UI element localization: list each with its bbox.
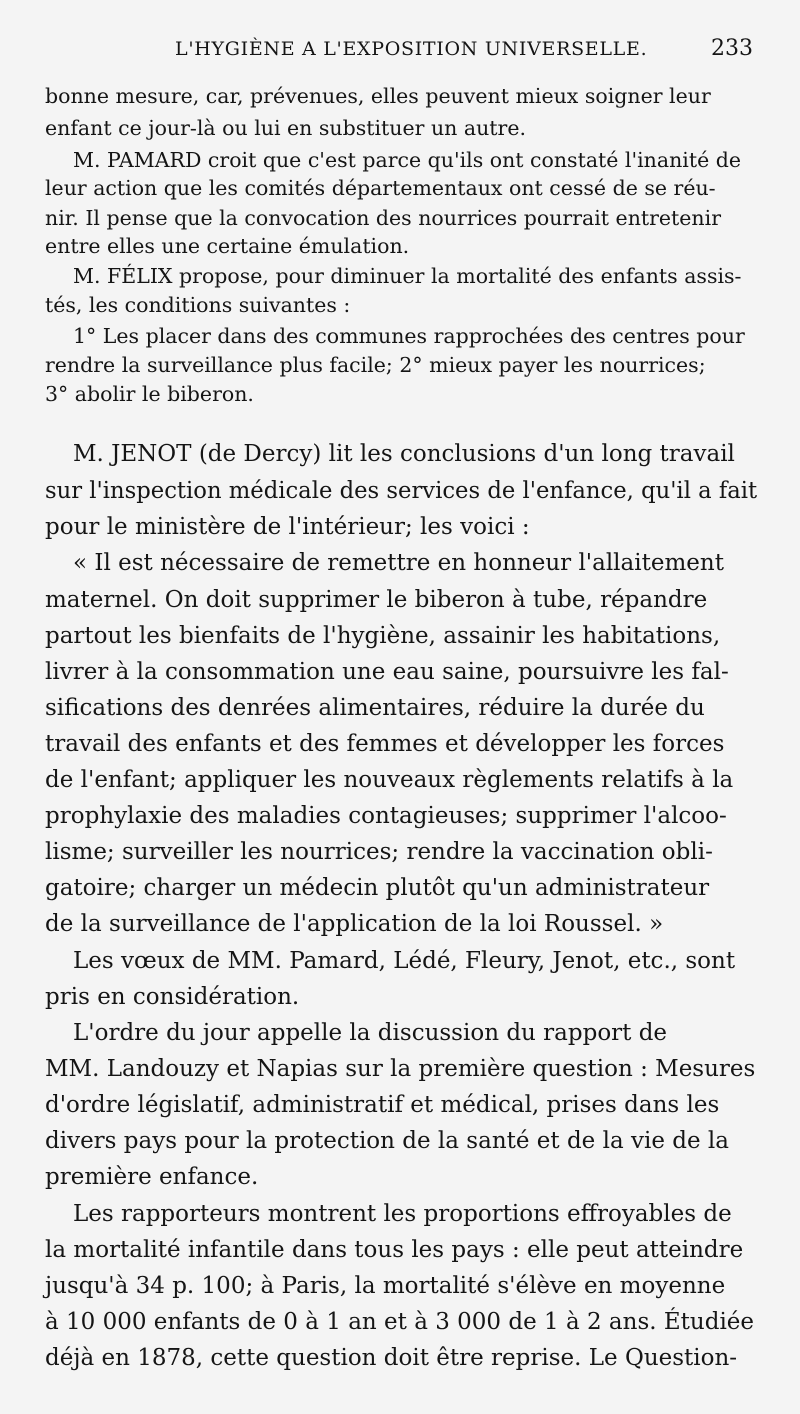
text-line: MM. Landouzy et Napias sur la première question : Mesures: [45, 1056, 756, 1082]
text-line: M. PAMARD croit que c'est parce qu'ils ont constaté l'inanité de: [73, 148, 742, 172]
page-number: 233: [711, 36, 753, 61]
text-line: lisme; surveiller les nourrices; rendre la vaccination obli-: [45, 839, 713, 865]
running-title: L'HYGIÈNE A L'EXPOSITION UNIVERSELLE.: [175, 38, 648, 60]
text-line: divers pays pour la protection de la santé et de la vie de la: [45, 1128, 729, 1154]
text-line: Les rapporteurs montrent les proportions effroyables de: [73, 1201, 732, 1227]
text-line: bonne mesure, car, prévenues, elles peuvent mieux soigner leur: [45, 84, 711, 108]
text-line: déjà en 1878, cette question doit être reprise. Le Question-: [45, 1345, 738, 1371]
text-line: maternel. On doit supprimer le biberon à tube, répandre: [45, 587, 708, 613]
text-line: à 10 000 enfants de 0 à 1 an et à 3 000 de 1 à 2 ans. Étudiée: [45, 1309, 755, 1335]
text-line: pris en considération.: [45, 984, 300, 1010]
text-line: prophylaxie des maladies contagieuses; supprimer l'alcoo-: [45, 803, 727, 829]
text-line: sifications des denrées alimentaires, réduire la durée du: [45, 695, 705, 721]
text-line: leur action que les comités départementaux ont cessé de se réu-: [45, 176, 716, 200]
text-line: jusqu'à 34 p. 100; à Paris, la mortalité s'élève en moyenne: [45, 1273, 726, 1299]
text-line: « Il est nécessaire de remettre en honneur l'allaitement: [73, 550, 724, 576]
text-line: pour le ministère de l'intérieur; les voici :: [45, 514, 530, 540]
text-line: de l'enfant; appliquer les nouveaux règlements relatifs à la: [45, 767, 734, 793]
text-line: M. FÉLIX propose, pour diminuer la mortalité des enfants assis-: [73, 264, 742, 288]
text-line: d'ordre législatif, administratif et médical, prises dans les: [45, 1092, 720, 1118]
text-line: gatoire; charger un médecin plutôt qu'un administrateur: [45, 875, 710, 901]
text-line: 1° Les placer dans des communes rapprochées des centres pour: [73, 324, 745, 348]
text-line: nir. Il pense que la convocation des nourrices pourrait entretenir: [45, 206, 721, 230]
running-head: [45, 36, 755, 70]
text-line: enfant ce jour-là ou lui en substituer un autre.: [45, 116, 526, 140]
text-line: partout les bienfaits de l'hygiène, assainir les habitations,: [45, 623, 721, 649]
text-line: L'ordre du jour appelle la discussion du rapport de: [73, 1020, 668, 1046]
text-line: travail des enfants et des femmes et développer les forces: [45, 731, 725, 757]
text-line: de la surveillance de l'application de la loi Roussel. »: [45, 911, 664, 937]
text-line: livrer à la consommation une eau saine, poursuivre les fal-: [45, 659, 729, 685]
text-line: première enfance.: [45, 1164, 259, 1190]
text-line: M. JENOT (de Dercy) lit les conclusions d'un long travail: [73, 441, 735, 467]
text-line: Les vœux de MM. Pamard, Lédé, Fleury, Jenot, etc., sont: [73, 948, 736, 974]
text-line: sur l'inspection médicale des services de l'enfance, qu'il a fait: [45, 478, 758, 504]
text-line: tés, les conditions suivantes :: [45, 293, 351, 317]
text-line: entre elles une certaine émulation.: [45, 234, 410, 258]
text-line: rendre la surveillance plus facile; 2° mieux payer les nourrices;: [45, 353, 706, 377]
text-line: 3° abolir le biberon.: [45, 382, 254, 406]
text-line: la mortalité infantile dans tous les pays : elle peut atteindre: [45, 1237, 744, 1263]
